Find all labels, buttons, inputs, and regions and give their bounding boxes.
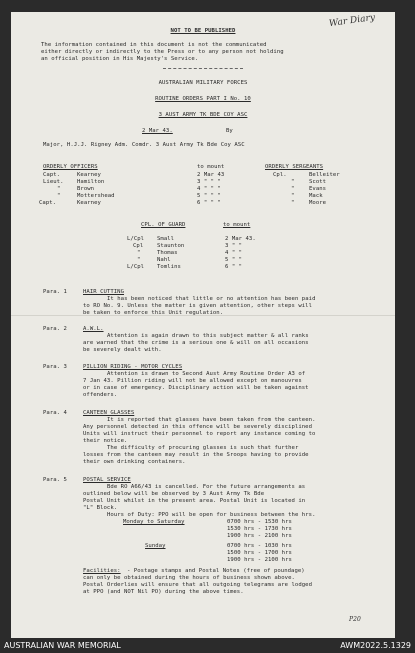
sergeant-name: Moore	[309, 200, 327, 206]
para-line: Postal Unit whilst in the present area. Postal Unit is located in	[83, 498, 306, 504]
guard-rank: L/Cpl	[127, 264, 145, 270]
sunday-label: Sunday	[145, 543, 166, 549]
page-mark: P20	[349, 616, 361, 623]
guard-date: 5 " "	[225, 257, 243, 263]
hours-line: 0700 hrs - 1530 hrs	[227, 519, 292, 525]
orders-title: ROUTINE ORDERS PART I No. 10	[155, 96, 251, 102]
guard-name: Thomas	[157, 250, 178, 256]
to-mount-heading: to mount	[197, 164, 225, 170]
officer-rank: Capt.	[43, 172, 61, 178]
para-number: Para. 1	[43, 289, 67, 295]
para-title: HAIR CUTTING	[83, 289, 125, 295]
facilities-line: can only be obtained during the hours of business shown above.	[83, 575, 295, 581]
secrecy-line: The information contained in this document is not the communicated	[41, 42, 267, 48]
guard-name: Nahl	[157, 257, 171, 263]
sergeant-rank: "	[291, 179, 295, 185]
unit-heading: 3 AUST ARMY TK BDE COY ASC	[158, 112, 248, 118]
not-published-heading: NOT TO BE PUBLISHED	[170, 28, 236, 34]
officer-date: 4 " " "	[197, 186, 221, 192]
commander-line: Major, H.J.J. Rigney Adm. Comdr. 3 Aust Army Tk Bde Coy ASC	[43, 142, 245, 148]
guard-date: 4 " "	[225, 250, 243, 256]
para-number: Para. 4	[43, 410, 67, 416]
by-label: By	[226, 128, 233, 134]
guard-date: 2 Mar 43.	[225, 236, 256, 242]
para-line: 7 Jan 43. Pillion riding will not be allowed except on manouvres	[83, 378, 302, 384]
para-line: their own drinking containers.	[83, 459, 186, 465]
footer-source: AUSTRALIAN WAR MEMORIAL	[4, 641, 121, 650]
officer-date: 3 " " "	[197, 179, 221, 185]
document-page	[11, 12, 395, 638]
facilities-label: Facilities:	[83, 568, 121, 574]
hours-line: 1900 hrs - 2100 hrs	[227, 533, 292, 539]
sergeant-rank: Cpl.	[273, 172, 287, 178]
orderly-sergeants-heading: ORDERLY SERGEANTS	[265, 164, 324, 170]
guard-name: Staunton	[157, 243, 185, 249]
para-line: outlined below will be observed by 3 Aust Army Tk Bde	[83, 491, 265, 497]
guard-name: Small	[157, 236, 175, 242]
officer-name: Kearney	[77, 172, 101, 178]
guard-rank: L/Cpl	[127, 236, 145, 242]
footer-bar	[0, 638, 415, 653]
sergeant-name: Mack	[309, 193, 323, 199]
para-line: "L" Block.	[83, 505, 118, 511]
officer-rank: "	[57, 193, 61, 199]
footer-catalog-id: AWM2022.5.1329	[340, 641, 411, 650]
para-line: be taken to enforce this Unit regulation.	[83, 310, 224, 316]
hours-line: 1500 hrs - 1700 hrs	[227, 550, 292, 556]
sergeant-name: Scott	[309, 179, 327, 185]
para-line: Units will instruct their personnel to report any instance coming to	[83, 431, 316, 437]
sergeant-rank: "	[291, 193, 295, 199]
separator	[163, 68, 243, 69]
guard-to-mount-heading: to mount	[223, 222, 251, 228]
para-title: A.W.L.	[83, 326, 104, 332]
sergeant-name: Evans	[309, 186, 327, 192]
para-line: be severely dealt with.	[83, 347, 162, 353]
officer-rank: Capt.	[39, 200, 57, 206]
guard-name: Tomlins	[157, 264, 181, 270]
officer-name: Mottershead	[77, 193, 115, 199]
secrecy-line: an official position in His Majesty's Service.	[41, 56, 199, 62]
officer-date: 6 " " "	[197, 200, 221, 206]
order-date: 2 Mar 43.	[142, 128, 173, 134]
para-line: It has been noticed that little or no attention has been paid	[107, 296, 316, 302]
officer-rank: "	[57, 186, 61, 192]
para-line: The difficulty of procuring glasses is such that further	[107, 445, 299, 451]
para-line: are warned that the crime is a serious one & will on all occasions	[83, 340, 309, 346]
para-title: CANTEEN GLASSES	[83, 410, 135, 416]
officer-rank: Lieut.	[43, 179, 64, 185]
facilities-line: - Postage stamps and Postal Notes (free of poundage)	[127, 568, 305, 574]
sergeant-rank: "	[291, 186, 295, 192]
guard-date: 3 " "	[225, 243, 243, 249]
guard-rank: "	[137, 257, 141, 263]
para-line: It is reported that glasses have been taken from the canteen.	[107, 417, 316, 423]
hours-line: 0700 hrs - 1030 hrs	[227, 543, 292, 549]
guard-date: 6 " "	[225, 264, 243, 270]
sergeant-rank: "	[291, 200, 295, 206]
officer-date: 5 " " "	[197, 193, 221, 199]
para-number: Para. 2	[43, 326, 67, 332]
para-line: Any personnel detected in this offence will be severely disciplined	[83, 424, 312, 430]
para-number: Para. 3	[43, 364, 67, 370]
weekday-label: Monday to Saturday	[123, 519, 185, 525]
officer-name: Brown	[77, 186, 95, 192]
hours-line: 1530 hrs - 1730 hrs	[227, 526, 292, 532]
para-line: Attention is drawn to Second Aust Army Routine Order A3 of	[107, 371, 306, 377]
guard-rank: "	[137, 250, 141, 256]
para-line: Hours of Duty: PPO will be open for business between the hrs.	[107, 512, 316, 518]
para-line: Attention is again drawn to this subject matter & all ranks	[107, 333, 309, 339]
guard-rank: Cpl	[133, 243, 144, 249]
sergeant-name: Belleiter	[309, 172, 340, 178]
para-line: Bde RO A66/43 is cancelled. For the future arrangements as	[107, 484, 306, 490]
para-line: their notice.	[83, 438, 128, 444]
force-heading: AUSTRALIAN MILITARY FORCES	[158, 80, 248, 86]
secrecy-line: either directly or indirectly to the Press or to any person not holding	[41, 49, 284, 55]
para-line: losses from the canteen may result in the Sroops having to provide	[83, 452, 309, 458]
officer-name: Hamilton	[77, 179, 105, 185]
para-line: to RO No. 9. Unless the matter is given attention, other steps will	[83, 303, 312, 309]
para-number: Para. 5	[43, 477, 67, 483]
orderly-officers-heading: ORDERLY OFFICERS	[43, 164, 98, 170]
facilities-line: at PPO (and NOT Nil PO) during the above times.	[83, 589, 244, 595]
para-title: POSTAL SERVICE	[83, 477, 131, 483]
para-line: or in case of emergency. Disciplinary action will be taken against	[83, 385, 309, 391]
officer-name: Kearney	[77, 200, 101, 206]
facilities-line: Postal Orderlies will ensure that all outgoing telegrams are lodged	[83, 582, 312, 588]
cpl-of-guard-heading: CPL. OF GUARD	[141, 222, 186, 228]
hours-line: 1900 hrs - 2100 hrs	[227, 557, 292, 563]
para-title: PILLION RIDING - MOTOR CYCLES	[83, 364, 183, 370]
para-line: offenders.	[83, 392, 118, 398]
officer-date: 2 Mar 43	[197, 172, 225, 178]
handwritten-note: War Diary	[328, 12, 376, 30]
